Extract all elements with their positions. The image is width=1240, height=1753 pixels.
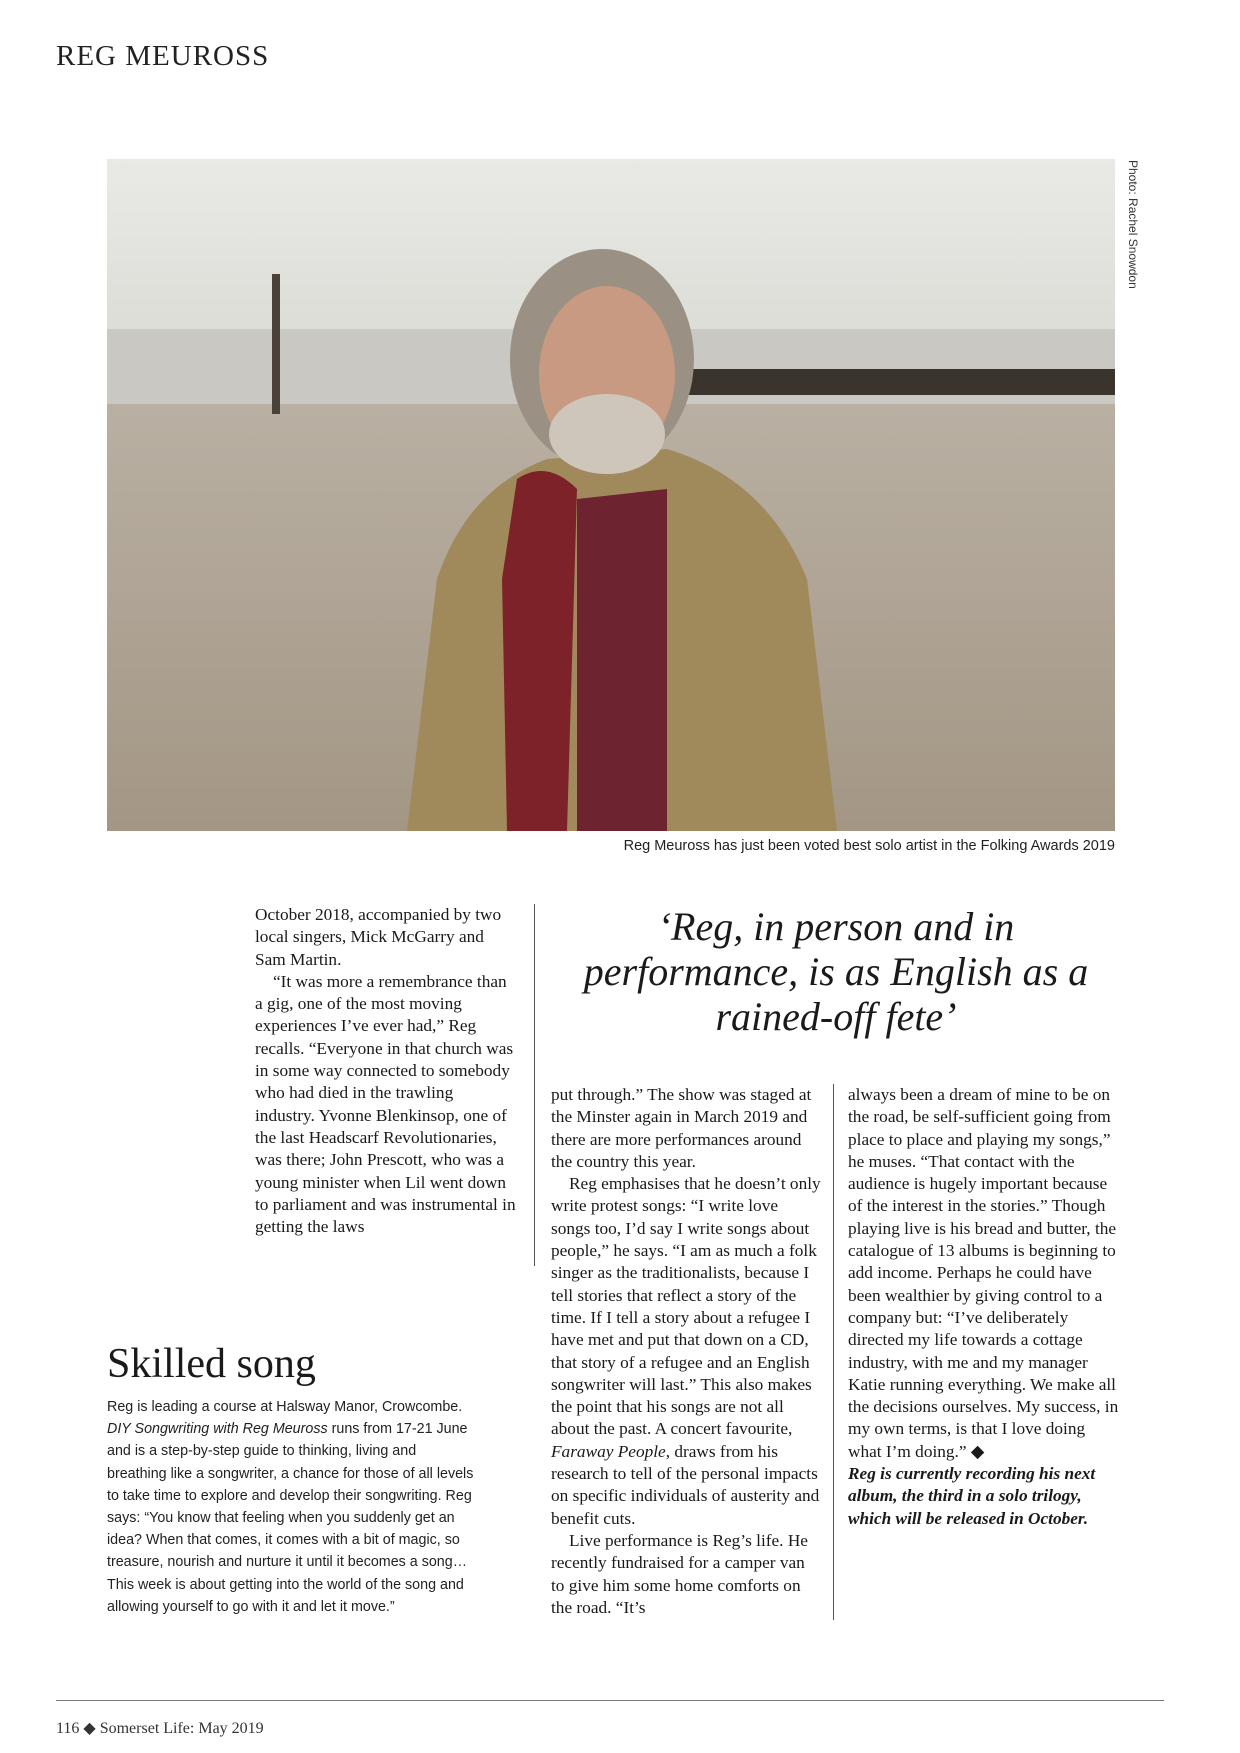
paragraph: put through.” The show was staged at the Minster again in March 2019 and there are more performances around the country this year. — [551, 1085, 812, 1171]
song-title: Faraway People — [551, 1441, 666, 1461]
paragraph: Live performance is Reg’s life. He recently fundraised for a camper van to give him some home comforts on the road. “It’s — [551, 1530, 808, 1617]
paragraph: Reg emphasises that he doesn’t only write protest songs: “I write love songs too, I’d say I write songs about people,” he says. “I am as much a folk singer as the traditionalists, because I tell stories that reflect a story of the time. If I tell a story about a refugee I have met and put that down on a CD, that story of a refugee and an English songwriter will last.” This also makes the point that his songs are not all about the past. A concert favourite, Faraway People, draws from his research to tell of the personal impacts on specific individuals of austerity and benefit cuts. — [551, 1174, 821, 1528]
editor-note: Reg is currently recording his next album, the third in a solo trilogy, which will be released in October. — [848, 1464, 1096, 1528]
sidebar-title: Skilled song — [107, 1341, 316, 1387]
portrait-photo — [107, 159, 1115, 831]
groyne-post — [272, 274, 280, 414]
column-divider — [833, 1084, 834, 1620]
footer-divider — [56, 1700, 1164, 1701]
photo-caption: Reg Meuross has just been voted best solo artist in the Folking Awards 2019 — [623, 838, 1115, 854]
beard — [549, 394, 665, 474]
section-header: REG MEUROSS — [56, 40, 270, 72]
column-divider — [534, 904, 535, 1266]
article-column-3 — [848, 1084, 1120, 1530]
pull-quote: ‘Reg, in person and in performance, is as English as a rained-off fete’ — [583, 904, 1089, 1039]
cardigan — [577, 489, 667, 831]
sidebar-body: Reg is leading a course at Halsway Manor, Crowcombe. DIY Songwriting with Reg Meuross runs from 17-21 June and is a step-by-step guide to thinking, living and breathing like a songwriter, a chance for those of all levels to take time to explore and develop their songwriting. Reg says: “You know that feeling when you suddenly get an idea? When that comes, it comes with a bit of magic, so treasure, nourish and nurture it until it becomes a song… This week is about getting into the world of the song and allowing yourself to go with it and let it move.” — [107, 1399, 474, 1615]
paragraph: always been a dream of mine to be on the road, be self-sufficient going from place to place and playing my songs,” he muses. “That contact with the audience is hugely important because of the interest in the stories.” Though playing live is his bread and butter, the catalogue of 13 albums is beginning to add income. Perhaps he could have been wealthier by giving control to a company but: “I’ve deliberately directed my life towards a cottage industry, with me and my manager Katie running everything. We make all the decisions ourselves. My success, in my own terms, is that I love doing what I’m doing.” ◆ — [848, 1085, 1119, 1461]
paragraph: “It was more a remembrance than a gig, one of the most moving experiences I’ve ever had,” Reg recalls. “Everyone in that church was in some way connected to somebody who had died in the trawling industry. Yvonne Blenkinsop, one of the last Headscarf Revolutionaries, was there; John Prescott, who was a young minister when Lil went down to parliament and was instrumental in getting the laws — [255, 971, 516, 1237]
course-title: DIY Songwriting with Reg Meuross — [107, 1421, 328, 1438]
photo-credit: Photo: Rachel Snowdon — [1126, 160, 1140, 289]
article-column-2 — [551, 1084, 821, 1619]
page-footer: 116 ◆ Somerset Life: May 2019 — [56, 1720, 264, 1737]
article-column-1 — [255, 904, 517, 1238]
scarf — [502, 471, 577, 831]
paragraph: October 2018, accompanied by two local singers, Mick McGarry and Sam Martin. — [255, 905, 502, 969]
end-mark-icon: ◆ — [970, 1441, 985, 1461]
